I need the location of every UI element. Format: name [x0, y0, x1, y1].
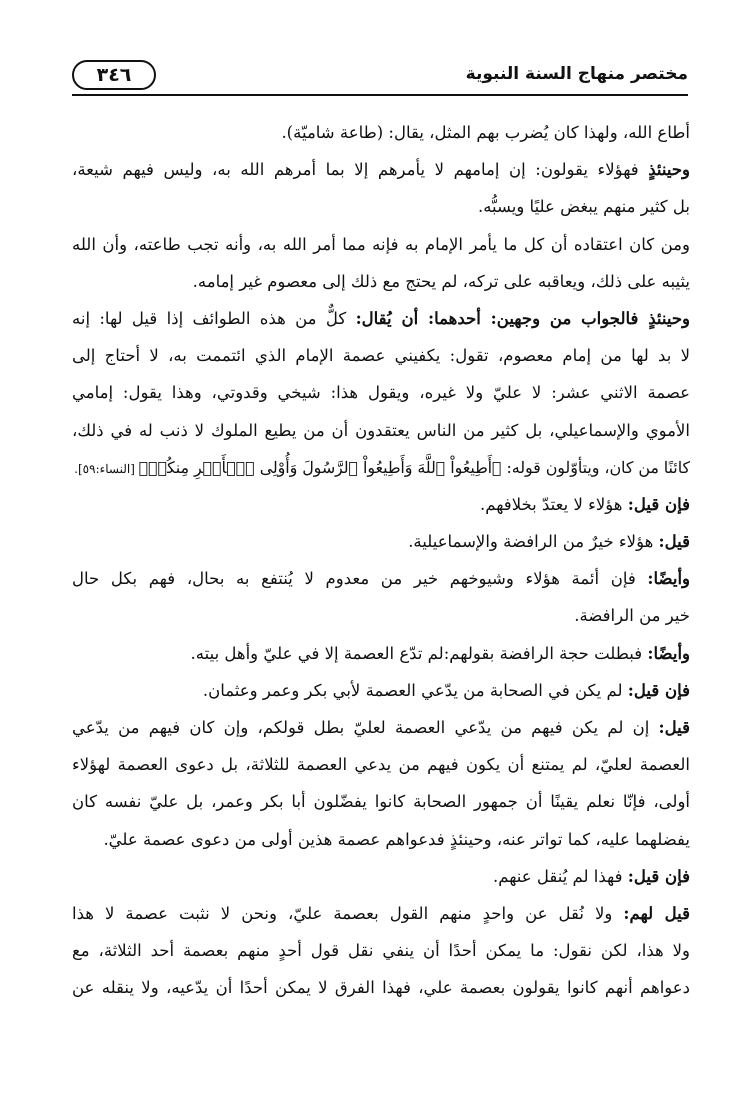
line-text: هؤلاء لا يعتدّ بخلافهم. — [479, 494, 628, 514]
text-line — [72, 374, 690, 411]
text-line — [72, 746, 690, 783]
header-divider — [72, 94, 688, 96]
text-line — [72, 449, 690, 486]
line-text: العصمة لعليّ، لم يمتنع أن يكون فيهم من يدعي العصمة للثلاثة، بل دعوى العصمة لهؤلاء — [72, 755, 690, 775]
text-line — [72, 895, 690, 932]
line-text: بل كثير منهم يبغض عليًا ويسبُّه. — [477, 197, 690, 217]
page-header — [72, 58, 688, 100]
line-text: فبطلت حجة الرافضة بقولهم:لم تدّع العصمة إلا في عليّ وأهل بيته. — [190, 643, 648, 663]
text-line — [72, 560, 690, 597]
text-line — [72, 188, 690, 225]
text-line — [72, 821, 690, 858]
bold-lead: قيل: — [658, 718, 690, 737]
bold-lead: فإن قيل: — [627, 866, 690, 886]
text-line — [72, 412, 690, 449]
line-text: خير من الرافضة. — [574, 606, 690, 626]
line-text: أطاع الله، ولهذا كان يُضرب بهم المثل، يقال: (طاعة شاميّة). — [281, 123, 690, 142]
text-line — [72, 523, 690, 560]
line-text: ولا نُقل عن واحدٍ منهم القول بعصمة عليّ، ونحن لا نثبت عصمة لا هذا — [72, 903, 624, 923]
line-text: يفضلهما عليه، كما تواتر عنه، وحينئذٍ فدعواهم عصمة هذين أولى من دعوى عصمة عليّ. — [103, 829, 690, 849]
running-title: مختصر منهاج السنة النبوية — [465, 64, 688, 84]
text-line — [72, 263, 690, 300]
line-text: يثيبه على ذلك، ويعاقبه على تركه، لم يحتج مع ذلك إلى معصوم غير إمامه. — [192, 271, 690, 291]
text-line — [72, 783, 690, 820]
text-line — [72, 932, 690, 969]
text-line — [72, 226, 690, 263]
bold-lead: وحينئذٍ فالجواب من وجهين: أحدهما: أن يُقال: — [355, 308, 690, 328]
body-text — [72, 114, 690, 1007]
line-text: فإن أئمة هؤلاء وشيوخهم خير من معدوم لا يُنتفع به بحال، فهم بكل حال — [72, 569, 648, 589]
page-number: ٣٤٦ — [96, 63, 132, 86]
text-line — [72, 858, 690, 895]
line-text: كلٌّ من هذه الطوائف إذا قيل لها: إنه — [72, 308, 356, 328]
line-text: ولا هذا، لكن نقول: ما يمكن أحدًا أن ينفي نقل قول أحدٍ منهم بعصمة أحد الثلاثة، مع — [72, 941, 690, 961]
bold-lead: وأيضًا: — [647, 643, 690, 663]
text-line — [72, 300, 690, 337]
line-text: هؤلاء خيرٌ من الرافضة والإسماعيلية. — [408, 532, 659, 552]
bold-lead: وحينئذٍ — [648, 160, 690, 180]
text-line — [72, 635, 690, 672]
text-line — [72, 337, 690, 374]
text-line — [72, 597, 690, 634]
page-number-badge — [72, 60, 156, 90]
line-text: أولى، فإنّا نعلم يقينًا أن جمهور الصحابة كانوا يفضّلون أبا بكر وعمر، بل عليّ نفسه كان — [72, 792, 690, 812]
bold-lead: وأيضًا: — [647, 569, 690, 589]
text-line — [72, 114, 690, 151]
line-text: ومن كان اعتقاده أن كل ما يأمر الإمام به فإنه مما أمر الله به، وأنه تجب طاعته، وأن الله — [72, 234, 690, 254]
bold-lead: فإن قيل: — [627, 494, 690, 514]
text-line — [72, 969, 690, 1006]
line-text: لا بد لها من إمام معصوم، تقول: يكفيني عصمة الإمام الذي ائتممت به، لا أحتاج إلى — [72, 346, 690, 366]
line-text: إن لم يكن فيهم من يدّعي العصمة لعليّ بطل قولكم، وإن كان فيهم من يدّعي — [72, 718, 659, 737]
line-text: فهذا لم يُنقل عنهم. — [492, 866, 628, 886]
line-text: فهؤلاء يقولون: إن إمامهم لا يأمرهم إلا بما أمرهم الله به، وليس فيهم شيعة، — [72, 160, 649, 180]
text-line — [72, 486, 690, 523]
bold-lead: قيل لهم: — [623, 903, 690, 923]
line-text: عصمة الاثني عشر: لا عليّ ولا غيره، ويقول هذا: شيخي وقدوتي، وهذا يقول: إمامي — [72, 383, 690, 403]
bold-lead: فإن قيل: — [627, 680, 690, 700]
line-text: كائنًا من كان، ويتأوّلون قوله: ﴿أَطِيعُواْ ٱللَّهَ وَأَطِيعُواْ ٱلرَّسُولَ وَأُوْلِى ٱلۡأَمۡرِ مِنكُمۡ﴾ — [138, 457, 690, 477]
bold-lead: قيل: — [658, 532, 690, 552]
text-line — [72, 709, 690, 746]
quran-reference: [النساء:٥٩]. — [74, 461, 139, 476]
line-text: لم يكن في الصحابة من يدّعي العصمة لأبي بكر وعمر وعثمان. — [202, 680, 628, 700]
line-text: دعواهم أنهم كانوا يقولون بعصمة علي، فهذا الفرق لا يمكن أحدًا أن يدّعيه، ولا ينقله عن — [72, 978, 690, 998]
text-line — [72, 672, 690, 709]
text-line — [72, 151, 690, 188]
line-text: الأموي والإسماعيلي، بل كثير من الناس يعتقدون أن من يطيع الملوك لا ذنب له في ذلك، — [72, 420, 690, 440]
